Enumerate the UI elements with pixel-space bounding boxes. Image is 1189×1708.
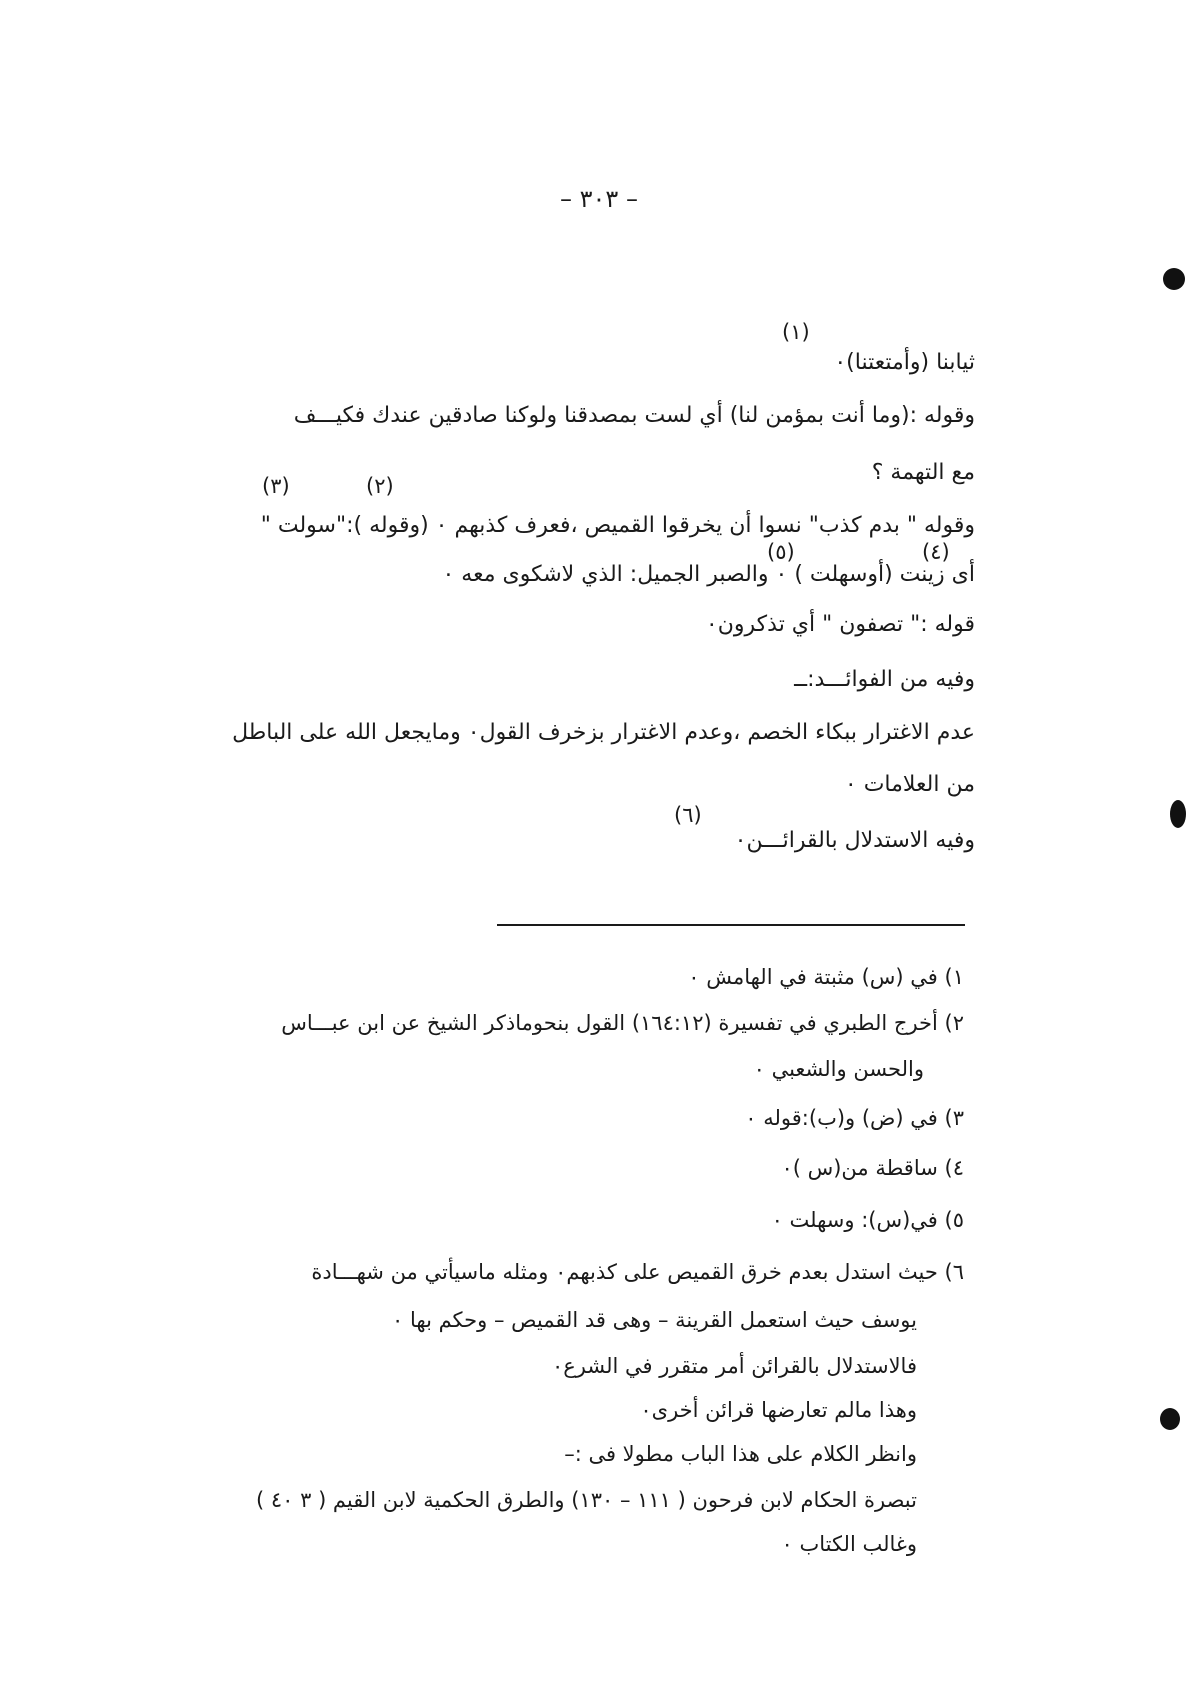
- footnote-line: ٥) في(س): وسهلت ٠: [771, 1208, 964, 1232]
- footnote-marker-5: (٥): [767, 540, 795, 564]
- footnote-line: تبصرة الحكام لابن فرحون ( ١١١ – ١٣٠) والطرق الحكمية لابن القيم ( ٣ ٤٠ ): [255, 1488, 917, 1512]
- body-line: من العلامات ٠: [844, 772, 975, 797]
- page-number: – ٣٠٣ –: [560, 185, 638, 213]
- body-line: قوله :" تصفون " أي تذكرون٠: [705, 612, 975, 637]
- body-line: أى زينت (أوسهلت ) ٠ والصبر الجميل: الذي لاشكوى معه ٠: [442, 562, 975, 587]
- footnote-marker-4: (٤): [922, 540, 950, 564]
- footnote-line: وغالب الكتاب ٠: [781, 1532, 917, 1556]
- punch-hole-mark: [1160, 1408, 1180, 1430]
- body-line: ثيابنا (وأمتعتنا)٠: [834, 350, 975, 375]
- punch-hole-mark: [1163, 268, 1185, 290]
- footnote-marker-2: (٢): [366, 474, 394, 498]
- body-line: وفيه الاستدلال بالقرائـــن٠: [734, 828, 975, 853]
- body-line: وقوله :(وما أنت بمؤمن لنا) أي لست بمصدقنا ولوكنا صادقين عندك فكيـــف: [293, 403, 975, 428]
- footnote-line: والحسن والشعبي ٠: [753, 1057, 924, 1081]
- footnote-line: يوسف حيث استعمل القرينة – وهى قد القميص – وحكم بها ٠: [392, 1308, 917, 1332]
- body-line: وقوله " بدم كذب" نسوا أن يخرقوا القميص ،فعرف كذبهم ٠ (وقوله ):"سولت ": [260, 513, 975, 538]
- footnote-line: ٦) حيث استدل بعدم خرق القميص على كذبهم٠ ومثله ماسيأتي من شهـــادة: [311, 1260, 964, 1284]
- footnote-marker-1: (١): [782, 320, 810, 344]
- footnote-line: وانظر الكلام على هذا الباب مطولا فى :–: [564, 1442, 917, 1466]
- footnote-line: ١) في (س) مثبتة في الهامش ٠: [688, 965, 964, 989]
- footnote-marker-3: (٣): [262, 474, 290, 498]
- body-line: عدم الاغترار ببكاء الخصم ،وعدم الاغترار بزخرف القول٠ ومايجعل الله على الباطل: [232, 720, 975, 745]
- body-line: مع التهمة ؟: [871, 460, 975, 485]
- footnote-line: ٢) أخرج الطبري في تفسيرة (١٦٤:١٢) القول بنحوماذكر الشيخ عن ابن عبـــاس: [281, 1011, 964, 1035]
- punch-hole-mark: [1170, 800, 1186, 828]
- footnote-line: وهذا مالم تعارضها قرائن أخرى٠: [640, 1398, 917, 1422]
- footnote-divider: [497, 924, 965, 926]
- footnote-line: ٤) ساقطة من(س )٠: [781, 1156, 964, 1180]
- footnote-line: ٣) في (ض) و(ب):قوله ٠: [745, 1106, 964, 1130]
- footnote-line: فالاستدلال بالقرائن أمر متقرر في الشرع٠: [551, 1354, 917, 1378]
- footnote-marker-6: (٦): [674, 803, 702, 827]
- body-line: وفيه من الفوائـــد:ــ: [794, 667, 975, 692]
